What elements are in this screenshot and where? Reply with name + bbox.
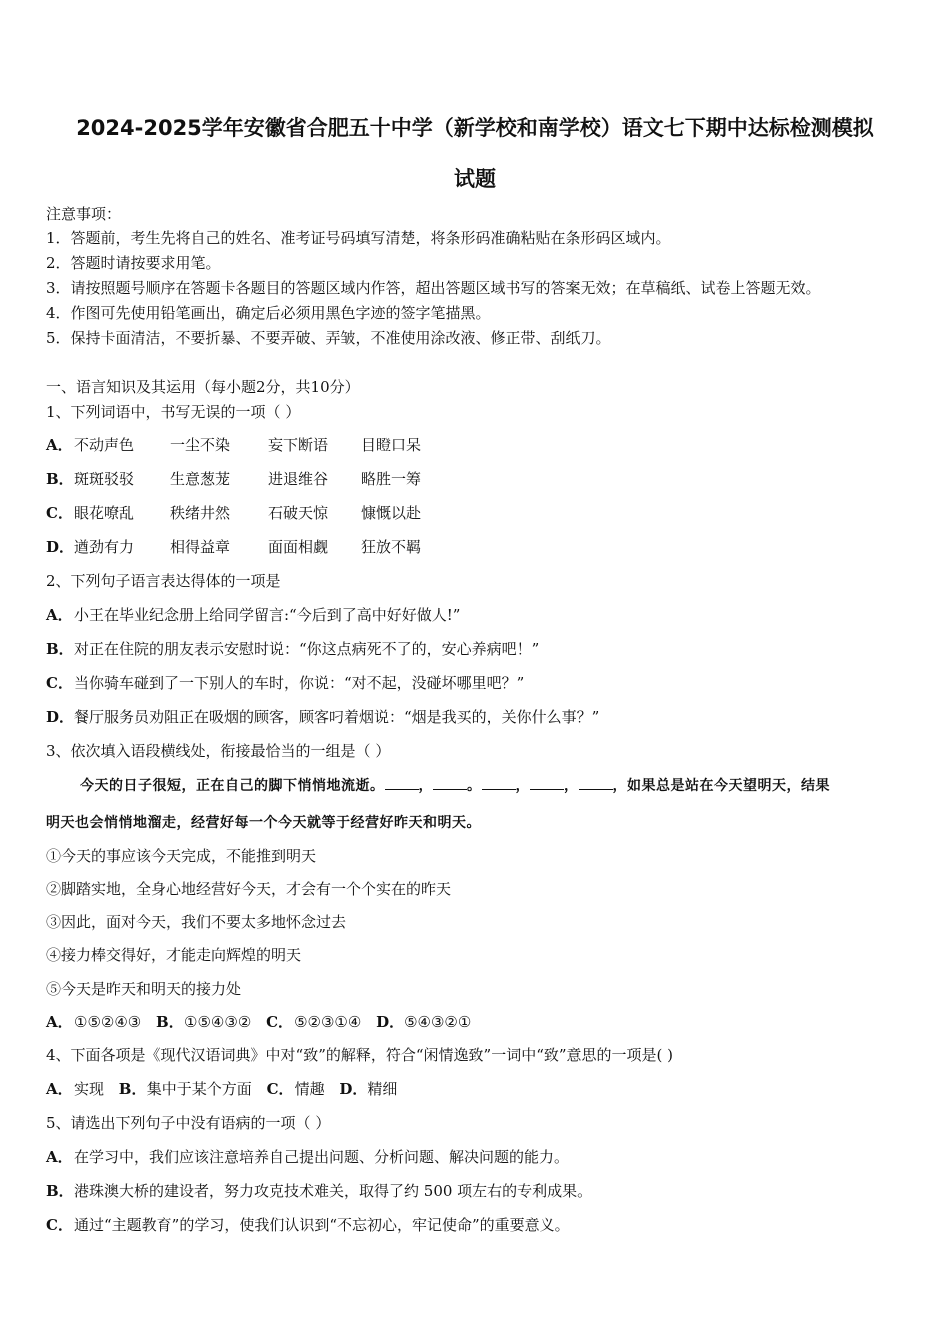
option-word: 不动声色 xyxy=(74,436,135,454)
notice-heading: 注意事项： xyxy=(46,205,122,223)
question-1-stem: 1、下列词语中，书写无误的一项（ ） xyxy=(46,403,301,421)
exam-title-line1: 2024-2025学年安徽省合肥五十中学（新学校和南学校）语文七下期中达标检测模拟 xyxy=(76,116,874,140)
question-3-item: ②脚踏实地，全身心地经营好今天，才会有一个个实在的昨天 xyxy=(46,880,452,898)
question-4-options xyxy=(46,1078,397,1099)
question-1-option-d xyxy=(46,536,421,557)
option-text: 小王在毕业纪念册上给同学留言:“今后到了高中好好做人!” xyxy=(74,606,461,624)
option-text: ⑤④③②① xyxy=(404,1013,472,1031)
question-1-option-c xyxy=(46,502,421,523)
option-label: D． xyxy=(376,1013,405,1031)
option-label: B． xyxy=(156,1013,184,1031)
fill-blank[interactable] xyxy=(579,777,613,790)
question-5-option-b xyxy=(46,1180,592,1201)
question-3-item: ④接力棒交得好，才能走向辉煌的明天 xyxy=(46,946,302,964)
option-label: C． xyxy=(46,504,73,522)
option-word: 生意葱茏 xyxy=(170,470,231,488)
option-word: 秩绪井然 xyxy=(170,504,231,522)
passage-text: ， xyxy=(418,778,433,794)
option-word: 慷慨以赴 xyxy=(361,504,422,522)
question-1-option-a xyxy=(46,434,421,455)
exam-title-line2: 试题 xyxy=(454,167,496,191)
option-label: C． xyxy=(46,674,73,692)
option-label: A． xyxy=(46,1148,73,1166)
question-3-item: ①今天的事应该今天完成，不能推到明天 xyxy=(46,847,317,865)
question-3-passage-line1 xyxy=(80,775,830,795)
option-label: B． xyxy=(118,1080,147,1098)
question-5-option-a xyxy=(46,1146,569,1167)
option-text: ⑤②③①④ xyxy=(294,1013,362,1031)
option-text: 情趣 xyxy=(294,1080,325,1098)
question-2-option-d xyxy=(46,706,599,727)
option-label: B． xyxy=(46,640,74,658)
question-2-option-c xyxy=(46,672,524,693)
notice-item: 2．答题时请按要求用笔。 xyxy=(46,254,221,272)
option-word: 妄下断语 xyxy=(268,436,329,454)
option-text: 在学习中，我们应该注意培养自己提出问题、分析问题、解决问题的能力。 xyxy=(74,1148,570,1166)
option-word: 眼花嘹乱 xyxy=(74,504,135,522)
passage-text: 今天的日子很短，正在自己的脚下悄悄地流逝。 xyxy=(80,778,385,794)
notice-item: 5．保持卡面清洁，不要折暴、不要弄破、弄皱，不准使用涂改液、修正带、刮纸刀。 xyxy=(46,329,611,347)
option-label: A． xyxy=(46,436,73,454)
option-word: 遒劲有力 xyxy=(74,538,135,556)
notice-item: 4．作图可先使用铅笔画出，确定后必须用黑色字迹的签字笔描黑。 xyxy=(46,304,491,322)
option-label: C． xyxy=(266,1013,294,1031)
notice-item: 3．请按照题号顺序在答题卡各题目的答题区域内作答，超出答题区域书写的答案无效；在草稿纸、试卷上答题无效。 xyxy=(46,279,821,297)
option-word: 进退维谷 xyxy=(268,470,329,488)
option-text: 通过“主题教育”的学习，使我们认识到“不忘初心，牢记使命”的重要意义。 xyxy=(74,1216,570,1234)
option-word: 面面相觑 xyxy=(268,538,329,556)
option-label: D． xyxy=(339,1080,368,1098)
option-text: 实现 xyxy=(74,1080,105,1098)
option-text: 当你骑车碰到了一下别人的车时，你说：“对不起，没碰坏哪里吧？” xyxy=(74,674,525,692)
option-label: B． xyxy=(46,470,74,488)
question-5-option-c xyxy=(46,1214,570,1235)
option-label: A． xyxy=(46,606,73,624)
question-2-stem: 2、下列句子语言表达得体的一项是 xyxy=(46,572,281,590)
option-word: 相得益章 xyxy=(170,538,231,556)
option-label: D． xyxy=(46,538,75,556)
question-3-item: ③因此，面对今天，我们不要太多地怀念过去 xyxy=(46,913,347,931)
fill-blank[interactable] xyxy=(385,777,419,790)
passage-text: ， xyxy=(564,778,579,794)
passage-text: ，如果总是站在今天望明天，结果 xyxy=(612,778,830,794)
question-3-passage-line2: 明天也会悄悄地溜走，经营好每一个今天就等于经营好昨天和明天。 xyxy=(46,815,481,831)
option-word: 一尘不染 xyxy=(170,436,231,454)
option-text: 精细 xyxy=(367,1080,398,1098)
question-3-item: ⑤今天是昨天和明天的接力处 xyxy=(46,980,242,998)
option-text: ①⑤②④③ xyxy=(74,1013,142,1031)
question-3-options xyxy=(46,1011,471,1032)
option-word: 目瞪口呆 xyxy=(361,436,422,454)
option-label: A． xyxy=(46,1013,73,1031)
fill-blank[interactable] xyxy=(433,777,467,790)
notice-item: 1．答题前，考生先将自己的姓名、准考证号码填写清楚，将条形码准确粘贴在条形码区域内。 xyxy=(46,229,671,247)
option-text: ①⑤④③② xyxy=(184,1013,252,1031)
passage-text: 。 xyxy=(467,778,482,794)
option-text: 餐厅服务员劝阻正在吸烟的顾客，顾客叼着烟说：“烟是我买的，关你什么事？” xyxy=(74,708,600,726)
option-label: B． xyxy=(46,1182,74,1200)
question-4-stem: 4、下面各项是《现代汉语词典》中对“致”的解释，符合“闲情逸致”一词中“致”意思的一项是( ) xyxy=(46,1046,674,1064)
question-2-option-b xyxy=(46,638,539,659)
question-5-stem: 5、请选出下列句子中没有语病的一项（ ） xyxy=(46,1114,331,1132)
passage-text: ， xyxy=(515,778,530,794)
option-text: 对正在住院的朋友表示安慰时说：“你这点病死不了的，安心养病吧！” xyxy=(74,640,540,658)
question-1-option-b xyxy=(46,468,421,489)
fill-blank[interactable] xyxy=(530,777,564,790)
option-text: 集中于某个方面 xyxy=(146,1080,252,1098)
section-heading: 一、语言知识及其运用（每小题2分，共10分） xyxy=(46,378,360,396)
option-text: 港珠澳大桥的建设者，努力攻克技术难关，取得了约 500 项左右的专利成果。 xyxy=(74,1182,593,1200)
option-label: D． xyxy=(46,708,75,726)
option-word: 狂放不羁 xyxy=(361,538,422,556)
option-label: C． xyxy=(46,1216,73,1234)
option-label: A． xyxy=(46,1080,73,1098)
option-label: C． xyxy=(266,1080,294,1098)
option-word: 石破天惊 xyxy=(268,504,329,522)
question-3-stem: 3、依次填入语段横线处，衔接最恰当的一组是（ ） xyxy=(46,742,391,760)
question-2-option-a xyxy=(46,604,460,625)
option-word: 斑斑驳驳 xyxy=(74,470,135,488)
fill-blank[interactable] xyxy=(482,777,516,790)
option-word: 略胜一筹 xyxy=(361,470,422,488)
